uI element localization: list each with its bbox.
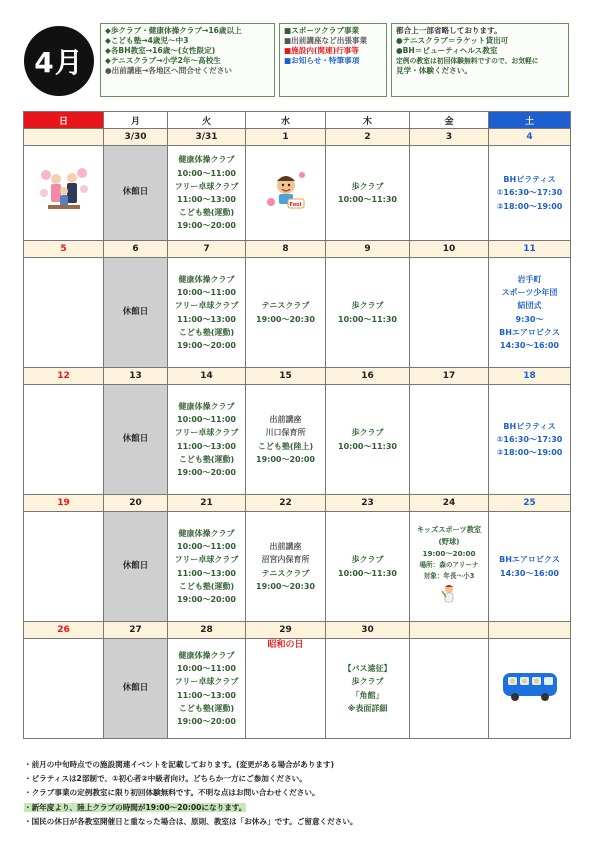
event-line: 19:00〜20:00: [256, 454, 315, 464]
week-row: [24, 258, 571, 368]
event-line: 「角館」: [351, 690, 384, 700]
event-line: ②18:00〜19:00: [496, 201, 563, 211]
event-line: 歩クラブ: [351, 428, 384, 438]
date-cell: 5: [24, 241, 104, 258]
date-cell: 1: [246, 129, 326, 146]
event-line: 10:00〜11:00: [177, 415, 236, 425]
day-cell: [168, 146, 246, 241]
day-cell: [168, 512, 246, 622]
date-row: [24, 129, 571, 146]
target-line: ◆こども塾→4歳児〜中3: [105, 36, 189, 45]
event-line: 健康体操クラブ: [178, 155, 235, 165]
event-line: BHエアロビクス: [499, 327, 560, 337]
day-cell: [246, 385, 326, 495]
event-line: フリー卓球クラブ: [174, 428, 239, 438]
event-line: 14:30〜16:00: [500, 568, 559, 578]
date-row: [24, 368, 571, 385]
event-line: こども塾(運動): [178, 208, 235, 218]
event-line: 健康体操クラブ: [178, 274, 235, 284]
date-cell: 19: [24, 495, 104, 512]
target-line: ◆歩クラブ・健康体操クラブ→16歳以上: [105, 26, 242, 35]
date-cell: 18: [489, 368, 571, 385]
week-row: [24, 512, 571, 622]
event-line: 19:00〜20:00: [177, 467, 236, 477]
date-cell: 4: [489, 129, 571, 146]
day-cell: [489, 639, 571, 739]
event-line: こども塾(運動): [178, 327, 235, 337]
date-cell: 27: [104, 622, 168, 639]
event-line: 【バス遠征】: [343, 664, 392, 674]
event-line: ①16:30〜17:30: [496, 434, 563, 444]
event-line: 健康体操クラブ: [178, 528, 235, 538]
date-cell: 16: [326, 368, 410, 385]
event-line: こども塾(陸上): [257, 441, 314, 451]
note-line: ・クラブ事業の定例教室に限り初回体験無料です。不明な点はお問い合わせください。: [24, 788, 320, 798]
event-line: 11:00〜13:00: [177, 195, 236, 204]
event-line: スポーツ少年団: [501, 288, 558, 298]
date-cell: 29: [246, 622, 326, 639]
date-cell: 3/31: [168, 129, 246, 146]
day-cell: [168, 639, 246, 739]
event-line: 11:00〜13:00: [177, 441, 236, 451]
date-cell: 15: [246, 368, 326, 385]
notes-section: [24, 758, 572, 829]
date-cell: 13: [104, 368, 168, 385]
target-line: ◆テニスクラブ→小学2年〜高校生: [105, 56, 221, 65]
event-line: フリー卓球クラブ: [174, 181, 239, 191]
date-cell: 28: [168, 622, 246, 639]
day-cell: [168, 385, 246, 495]
day-cell: [246, 639, 326, 739]
date-cell: 24: [410, 495, 489, 512]
event-line: 10:00〜11:00: [177, 288, 236, 298]
date-cell: 20: [104, 495, 168, 512]
info-box: [391, 23, 569, 97]
event-line: 19:00〜20:00: [177, 716, 236, 726]
day-cell: [410, 258, 489, 368]
date-cell: 12: [24, 368, 104, 385]
note-line: ・国民の休日が各教室開催日と重なった場合は、原則、教室は「お休み」です。ご留意ください。: [24, 816, 358, 826]
legend-item-facility: ■施設内(関連)行事等: [284, 46, 359, 55]
day-cell: [168, 258, 246, 368]
info-line: 都合上一部省略しております。: [396, 26, 502, 35]
weekday-thu: 木: [326, 112, 410, 129]
event-line: 19:00〜20:30: [256, 581, 315, 591]
event-line: 歩クラブ: [351, 301, 384, 311]
event-line: 19:00〜20:00: [177, 340, 236, 350]
family-icon: [38, 165, 90, 221]
event-line: 11:00〜13:00: [177, 690, 236, 700]
note-line-highlight: ・新年度より、陸上クラブの時間が19:00〜20:00になります。: [24, 802, 247, 812]
event-line: BHエアロビクス: [499, 555, 560, 565]
closed-day-cell: 休館日: [104, 512, 168, 622]
event-line: 10:00〜11:30: [338, 314, 397, 324]
day-cell: [246, 258, 326, 368]
event-line: 昭和の日: [267, 640, 304, 650]
event-line: 10:00〜11:30: [338, 441, 397, 451]
event-line: 19:00〜20:00: [177, 594, 236, 604]
event-line: 場所：森のアリーナ: [419, 560, 479, 569]
event-line: キッズスポーツ教室: [416, 524, 482, 534]
event-line: 14:30〜16:00: [500, 340, 559, 350]
date-cell: 25: [489, 495, 571, 512]
day-cell: [410, 146, 489, 241]
target-line: ●出前講座→各地区へ問合せください: [105, 66, 232, 75]
date-cell: 17: [410, 368, 489, 385]
event-line: 10:00〜11:30: [338, 568, 397, 578]
info-line: ●テニスクラブ＝ラケット貸出可: [396, 36, 509, 45]
date-row: [24, 241, 571, 258]
info-line: ●BH＝ビューティヘルス教室: [396, 46, 498, 55]
weekday-wed: 水: [246, 112, 326, 129]
event-line: 10:00〜11:00: [177, 168, 236, 178]
date-cell: 11: [489, 241, 571, 258]
legend-item-outreach: ■出前講座など出張事業: [284, 36, 368, 45]
day-cell: [326, 146, 410, 241]
bus-icon: [500, 668, 560, 708]
event-line: 10:00〜11:00: [177, 542, 236, 552]
baseball-kid-icon: [440, 583, 458, 609]
weekday-sat: 土: [489, 112, 571, 129]
week-row: [24, 385, 571, 495]
event-line: 結団式: [517, 301, 542, 311]
event-line: ①16:30〜17:30: [496, 188, 563, 198]
event-line: 沼宮内保育所: [261, 555, 310, 565]
day-cell: [24, 512, 104, 622]
day-cell: [489, 258, 571, 368]
day-cell: [326, 639, 410, 739]
event-line: ②18:00〜19:00: [496, 448, 563, 458]
target-line: ◆各BH教室→16歳〜(女性限定): [105, 46, 216, 55]
date-row: [24, 622, 571, 639]
date-cell: 9: [326, 241, 410, 258]
closed-day-cell: 休館日: [104, 385, 168, 495]
date-cell: 22: [246, 495, 326, 512]
svg-text:Fool: Fool: [289, 201, 301, 208]
day-cell: [24, 146, 104, 241]
day-cell: [326, 258, 410, 368]
date-cell: 3: [410, 129, 489, 146]
event-line: フリー卓球クラブ: [174, 555, 239, 565]
closed-day-cell: 休館日: [104, 258, 168, 368]
week-row: [24, 639, 571, 739]
weekday-sun: 日: [24, 112, 104, 129]
day-cell: [410, 385, 489, 495]
weekday-header-row: [24, 112, 571, 129]
event-line: ※表面詳細: [347, 703, 388, 713]
day-cell: [246, 146, 326, 241]
event-line: 11:00〜13:00: [177, 568, 236, 578]
day-cell: [489, 385, 571, 495]
event-line: テニスクラブ: [261, 568, 310, 578]
closed-day-cell: 休館日: [104, 146, 168, 241]
day-cell: [410, 639, 489, 739]
event-line: 19:00〜20:00: [422, 548, 476, 558]
event-line: テニスクラブ: [261, 301, 310, 311]
day-cell: [24, 639, 104, 739]
weekday-fri: 金: [410, 112, 489, 129]
event-line: こども塾(運動): [178, 454, 235, 464]
event-line: (野球): [438, 536, 460, 546]
weekday-tue: 火: [168, 112, 246, 129]
event-line: 10:00〜11:00: [177, 664, 236, 674]
event-line: 歩クラブ: [351, 555, 384, 565]
event-line: 19:00〜20:00: [177, 221, 236, 231]
event-line: こども塾(運動): [178, 703, 235, 713]
day-cell: [489, 512, 571, 622]
event-line: 岩手町: [517, 274, 542, 284]
info-line: 見学・体験ください。: [396, 66, 472, 75]
event-line: 歩クラブ: [351, 677, 384, 687]
note-line: ・前月の中旬時点での施設関連イベントを記載しております。(変更がある場合があります): [24, 760, 335, 769]
calendar-table: [23, 111, 571, 739]
note-line: ・ピラティスは2部制で、①初心者②中級者向け。どちらか一方にご参加ください。: [24, 774, 307, 784]
event-line: 健康体操クラブ: [178, 401, 235, 411]
date-row: [24, 495, 571, 512]
day-cell: [326, 385, 410, 495]
day-cell: [24, 258, 104, 368]
day-cell: [410, 512, 489, 622]
date-cell: 8: [246, 241, 326, 258]
event-line: 出前講座: [269, 415, 302, 425]
event-line: 19:00〜20:30: [256, 314, 315, 324]
event-line: 対象：年長〜小3: [423, 572, 475, 581]
day-cell: [24, 385, 104, 495]
day-cell: [246, 512, 326, 622]
april-fool-icon: [264, 169, 308, 217]
legend-item-notice: ■お知らせ・特筆事項: [284, 56, 360, 65]
weekday-mon: 月: [104, 112, 168, 129]
date-cell: 21: [168, 495, 246, 512]
event-line: 健康体操クラブ: [178, 650, 235, 660]
date-cell: 7: [168, 241, 246, 258]
date-cell: 30: [326, 622, 410, 639]
event-line: 出前講座: [269, 542, 302, 552]
date-cell: [410, 622, 489, 639]
date-cell: [24, 129, 104, 146]
target-age-box: [100, 23, 275, 97]
week-row: [24, 146, 571, 241]
day-cell: [489, 146, 571, 241]
date-cell: [489, 622, 571, 639]
legend-item-club: ■スポーツクラブ事業: [284, 26, 360, 35]
info-line: 定例の教室は初回体験無料ですので、お気軽に: [396, 57, 539, 65]
event-line: 10:00〜11:30: [338, 195, 397, 204]
date-cell: 3/30: [104, 129, 168, 146]
date-cell: 10: [410, 241, 489, 258]
closed-day-cell: 休館日: [104, 639, 168, 739]
event-line: 9:30〜: [515, 314, 544, 324]
event-line: 11:00〜13:00: [177, 314, 236, 324]
date-cell: 26: [24, 622, 104, 639]
day-cell: [326, 512, 410, 622]
event-line: 歩クラブ: [351, 181, 384, 191]
date-cell: 2: [326, 129, 410, 146]
month-badge: 4月: [24, 26, 94, 96]
date-cell: 6: [104, 241, 168, 258]
event-line: BHピラティス: [503, 175, 556, 185]
legend-box: [279, 23, 387, 97]
event-line: フリー卓球クラブ: [174, 677, 239, 687]
date-cell: 14: [168, 368, 246, 385]
date-cell: 23: [326, 495, 410, 512]
event-line: こども塾(運動): [178, 581, 235, 591]
event-line: フリー卓球クラブ: [174, 301, 239, 311]
event-line: BHピラティス: [503, 421, 556, 431]
event-line: 川口保育所: [265, 428, 306, 438]
